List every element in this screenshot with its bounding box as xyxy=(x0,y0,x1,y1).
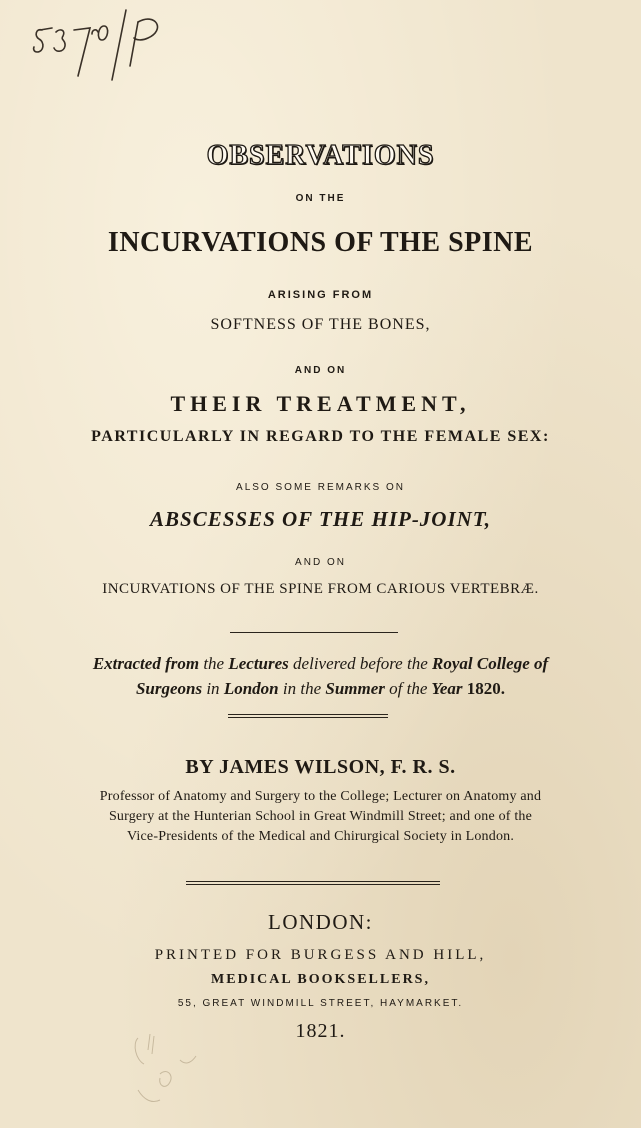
softness-line: SOFTNESS OF THE BONES, xyxy=(210,316,431,333)
library-stamp-mark xyxy=(130,1030,250,1120)
on-the-label: ON THE xyxy=(295,193,346,204)
imprint-booksellers: MEDICAL BOOKSELLERS, xyxy=(211,972,430,987)
divider-rule-2 xyxy=(228,714,388,718)
also-remarks-label: ALSO SOME REMARKS ON xyxy=(236,482,405,493)
arising-from-label: ARISING FROM xyxy=(267,289,374,301)
carious-line: INCURVATIONS OF THE SPINE FROM CARIOUS VERTEBRÆ. xyxy=(102,581,539,597)
handwritten-shelfmark xyxy=(30,6,190,96)
extracted-line-2: Surgeons in London in the Summer of the Year 1820. xyxy=(135,679,506,698)
extracted-line-1: Extracted from the Lectures delivered before the Royal College of xyxy=(92,654,549,673)
title-observations: OBSERVATIONS xyxy=(206,140,435,171)
divider-rule-3 xyxy=(186,881,440,885)
author-credentials-line-2: Surgery at the Hunterian School in Great Windmill Street; and one of the xyxy=(108,809,533,824)
imprint-printer: PRINTED FOR BURGESS AND HILL, xyxy=(154,947,487,963)
treatment-heading: THEIR TREATMENT, xyxy=(170,391,471,416)
and-on-label-1: AND ON xyxy=(294,365,347,376)
imprint-year: 1821. xyxy=(295,1020,346,1042)
author-line: BY JAMES WILSON, F. R. S. xyxy=(185,756,456,778)
imprint-address: 55, GREAT WINDMILL STREET, HAYMARKET. xyxy=(177,998,464,1009)
title-subject: INCURVATIONS OF THE SPINE xyxy=(107,227,534,258)
divider-rule-1 xyxy=(230,632,398,633)
imprint-place: LONDON: xyxy=(268,910,373,934)
author-credentials-line-1: Professor of Anatomy and Surgery to the College; Lecturer on Anatomy and xyxy=(99,789,542,804)
particularly-line: PARTICULARLY IN REGARD TO THE FEMALE SEX: xyxy=(91,428,550,445)
and-on-label-2: AND ON xyxy=(295,557,346,568)
author-credentials-line-3: Vice-Presidents of the Medical and Chirurgical Society in London. xyxy=(126,829,515,844)
abscesses-heading: ABSCESSES OF THE HIP-JOINT, xyxy=(150,507,491,531)
